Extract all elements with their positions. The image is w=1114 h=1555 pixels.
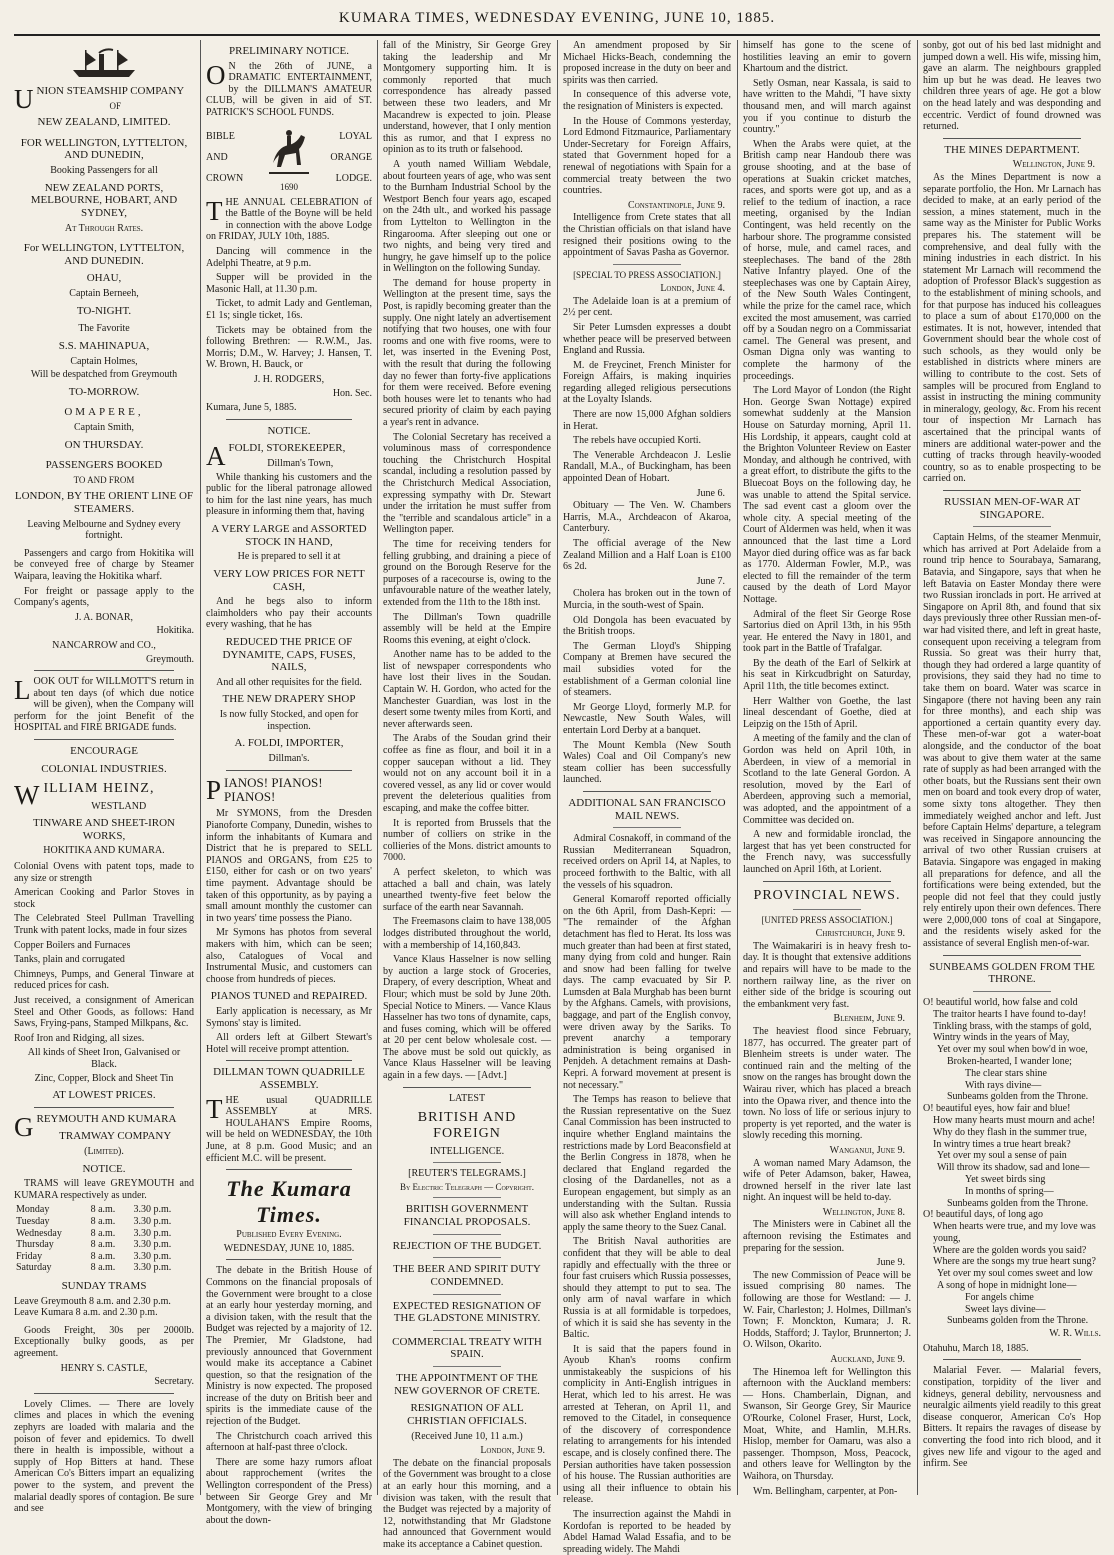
- agent-bonar: J. A. BONAR,: [74, 611, 134, 623]
- table-row: Wednesday 8 a.m. 3.30 p.m.: [16, 1227, 172, 1239]
- divider: [613, 827, 681, 828]
- divider: [433, 1197, 501, 1198]
- paragraph: The official average of the New Zealand Million and a Half Loan is £100 6s 2d.: [563, 538, 731, 573]
- tickets-obtained: Tickets may be obtained from the following Brethren: — R.W.M., Jas. Morris; D.M., W. Harvey; J. Hansen, T. W. Brown, H. Bauck, or: [206, 324, 372, 371]
- passengers-booked: PASSENGERS BOOKED: [45, 459, 163, 472]
- crest-word: LODGE.: [335, 173, 372, 185]
- paragraph: General Komaroff reported officially on the 6th April, from Dash-Kepri: — "The remainder of the Afghan detachment has fled to Herat. Its loss was much greater than had been at first stated, many dying from cold and hunger. Rain and snow had been falling for twelve days. The camp evacuated by Sir P. Lumsden at Bala Murghab has been burnt by the Afghans. Camels, with provisions, baggage, and part of the English convoy, were driven away by the Sariks. To prevent anarchy a temporary administration is being organised in Penjdeh. A detachment remains at Dash-Kepri. A forward movement at present is not necessary.": [563, 894, 731, 1091]
- editorial-3: There are some hazy rumors afloat about rapprochement (writes the Wellington correspondent of the Press) between Sir George Grey and Mr Montgomery, with the view of bringing about the down-: [206, 1456, 372, 1526]
- encourage: ENCOURAGE: [70, 745, 138, 758]
- paragraph: The Freemasons claim to have 138,005 lodges distributed throughout the world, with a membership of 14,160,843.: [383, 916, 551, 951]
- poem-line: O! beautiful world, how false and cold: [923, 996, 1078, 1008]
- willmott-notice: OOK OUT for WILLMOTT'S return in about ten days (of which due notice will be given), when the Company will perform for the joint Benefit of the HOSPITAL and FIRE BRIGADE funds.: [14, 676, 194, 734]
- paragraph: A youth named William Webdale, about fourteen years of age, who was sent to the Burnham Industrial School by the Westport Bench four years ago, escaped on the 24th ult., and worked his passage from Lyttelton to Wellington in the Ringarooma. After sleeping out one or two nights, and being very tired and hungry, he gave himself up to the police in Wellington on the following Sunday.: [383, 158, 551, 275]
- resignation: RESIGNATION OF ALL CHRISTIAN OFFICIALS.: [407, 1402, 527, 1428]
- column-3: [383, 40, 551, 1551]
- column-divider: [557, 40, 558, 1495]
- agent-nancarrow-place: Greymouth.: [145, 653, 194, 665]
- for-freight: For freight or passage apply to the Company's agents,: [14, 585, 194, 609]
- steamship-icon: [69, 46, 139, 80]
- divider: [973, 991, 1051, 992]
- poem-line: Wintry winds in the years of May,: [933, 1032, 1070, 1044]
- paragraph: The Temps has reason to believe that the Russian representative on the Suez Canal Commission has been instructed to inquire whether England maintains the restrictions made by Lord Beaconsfield at the Berlin Congress in 1878, when he declared that England regarded the closing of the Dardanelles, not as a European engagement, but simply as an understanding with the Sultan. Russia will also ask whether England intends to apply the same theory to the Suez Canal.: [563, 1094, 731, 1233]
- column-divider: [737, 40, 738, 1495]
- ship-mahinapua: S.S. MAHINAPUA,: [58, 339, 150, 352]
- paragraph: The Adelaide loan is at a premium of 2½ per cent.: [563, 295, 731, 319]
- ports: NEW ZEALAND PORTS, MELBOURNE, HOBART, AND SYDNEY,: [30, 181, 178, 219]
- table-row: Monday 8 a.m. 3.30 p.m.: [16, 1204, 172, 1216]
- orders: All orders left at Gilbert Stewart's Hotel will receive prompt attention.: [206, 1032, 372, 1055]
- divider: [34, 1393, 174, 1394]
- divider: [433, 1162, 501, 1163]
- paragraph: There are now 15,000 Afghan soldiers in Herat.: [563, 409, 731, 432]
- rejection: REJECTION OF THE BUDGET.: [392, 1239, 542, 1252]
- importer: A. FOLDI, IMPORTER,: [234, 737, 344, 750]
- masthead: KUMARA TIMES, WEDNESDAY EVENING, JUNE 10, 1885.: [338, 10, 776, 26]
- divider: [226, 1169, 352, 1170]
- union-title-2: NEW ZEALAND, LIMITED.: [37, 116, 171, 129]
- paragraph: A meeting of the family and the clan of Gordon was held on April 10th, in Aberdeen, in view of a memorial in Scotland to the late General Gordon. A resolution, moved by the Earl of Aberdeen, approving such a memorial, was adopted, and the appointment of a Committee was decided on.: [743, 733, 911, 826]
- drapery: THE NEW DRAPERY SHOP: [222, 693, 356, 706]
- pub-date: WEDNESDAY, JUNE 10, 1885.: [223, 1242, 355, 1254]
- poem-line: In months of spring—: [965, 1185, 1054, 1197]
- list-item: Just received, a consignment of American Steel and Other Goods, as follows: Hand Saws, Frying-pans, Stamped Milkpans, &c.: [14, 994, 194, 1030]
- paragraph: Intelligence from Crete states that all the Christian officials on that island have resigned their positions owing to the appointment of Savas Pasha as Governor.: [563, 212, 731, 259]
- dillmans: Dillman's.: [268, 752, 310, 764]
- photos: Mr Symons has photos from several makers with him, which can be seen; also, Catalogues of Vocal and Instrumental Music, and customers can choose from hundreds of pieces.: [206, 927, 372, 985]
- poem-line: Why do they flash in the summer true,: [933, 1126, 1087, 1138]
- govt-fin: BRITISH GOVERNMENT FINANCIAL PROPOSALS.: [403, 1203, 531, 1228]
- divider: [433, 1257, 501, 1258]
- tramway-company: TRAMWAY COMPANY: [59, 1130, 172, 1143]
- poem: [923, 997, 1101, 1327]
- poem-line: Yet sweet birds sing: [965, 1173, 1046, 1185]
- masthead-rule: [14, 34, 1100, 36]
- paragraph: The Dillman's Town quadrille assembly will be held at the Empire Rooms this evening, at eight o'clock.: [383, 611, 551, 646]
- kumara-date: Kumara, June 5, 1885.: [206, 402, 297, 414]
- for-wellington: FOR WELLINGTON, LYTTELTON, AND DUNEDIN,: [20, 136, 188, 162]
- dateline: Blenheim, June 9.: [833, 1013, 905, 1025]
- paragraph: The debate on the financial proposals of the Government was brought to a close at an early hour this morning, and a division was taken, with the result that the Budget was rejected by a majority of 12, notwithstanding that Mr Gladstone had announced that Government would make its acceptance a Cabinet question.: [383, 1457, 551, 1551]
- drapery-text: Is now fully Stocked, and open for inspection.: [219, 709, 359, 732]
- ohau-captain: Captain Berneeh,: [69, 288, 139, 300]
- paragraph: Vance Klaus Hasselner is now selling by auction a large stock of Groceries, Drapery, of every description, Wheat and Flour; which must be sold by June 20th. Special Notice to Miners. — Vance Klaus Hasselner has two tons of dynamite, caps, and fuses coming, which will be offered at 20 per cent below wholesale cost. — The above must be sold out quickly, as Vance Klaus Hasselner will be leaving again in a few days. — [Advt.]: [383, 954, 551, 1082]
- hokitika-kumara: HOKITIKA AND KUMARA.: [43, 845, 165, 857]
- table-row: Thursday 8 a.m. 3.30 p.m.: [16, 1239, 172, 1251]
- column-1: UNION STEAMSHIP COMPANY OF NEW ZEALAND, LIMITED. FOR WELLINGTON, LYTTELTON, AND DUNEDIN, Booking Passengers for all NEW ZEALAND PORTS, MELBOURNE, HOBART, AND SYDNEY, At Through Rates. For WELLINGTON, LYTTELTON, AND DUNEDIN. OHAU, Captain Berneeh, TO-NIGHT. The Favorite S.S. MAHINAPUA, Captain Holmes, Will be despatched from Greymouth TO-MORROW. OMAPERE, Captain Smith, ON THURSDAY. PASSENGERS BOOKED TO AND FROM LONDON, BY THE ORIENT LINE OF STEAMERS. Leaving Melbourne and Sydney every fortnight. Passengers and cargo from Hokitika will be conveyed free of charge by Steamer Waipara, leaving the Hokitika wharf. For freight or passage apply to the Company's agents, J. A. BONAR, Hokitika. NANCARROW and CO., Greymouth. LOOK OUT for WILLMOTT'S return in about ten days (of which due notice will be given), when the Company will perform for the joint Benefit of the HOSPITAL and FIRE BRIGADE funds. ENCOURAGE COLONIAL INDUSTRIES. WILLIAM HEINZ, WESTLAND TINWARE AND SHEET-IRON WORKS, HOKITIKA AND KUMARA. Colonial Ovens with patent tops, made to any size or strength American Cooking and Parlor Stoves in stock The Celebrated Steel Pullman Travelling Trunk with patent locks, made in four sizes Copper Boilers and Furnaces Tanks, plain and corrugated Chimneys, Pumps, and General Tinware at reduced prices for cash. Just received, a consignment of American Steel and Other Goods, as follows: Hand Saws, Frying-pans, Stamped Milkpans, &c. Roof Iron and Ridging, all sizes. All kinds of Sheet Iron, Galvanised or Black. Zinc, Copper, Block and Sheet Tin AT LOWEST PRICES. GREYMOUTH AND KUMARA TRAMWAY COMPANY (Limited). NOTICE. TRAMS will leave GREYMOUTH and KUMARA respectively as under. Monday 8 a.m. 3.30 p.m. Tuesday 8 a.m. 3.30 p.m. Wednesday 8 a.m. 3.30 p.m. Thursday 8 a.m. 3.30 p.m. Friday 8 a.m. 3.30 p.m. Saturday 8 a.m. 3.30 p.m. SUNDAY TRAMS Leave Greymouth 8 a.m. and 2.30 p.m. Leave Kumara 8 a.m. and 2.30 p.m. Goods Freight, 30s per 2000lb. Exceptionally bulky goods, as per agreement. HENRY S. CASTLE, Secretary. Lovely Climes. — There are lovely climes and places in which the evening zephyrs are loaded with malaria and the poison of fever and epidemics. To dwell there in health is impossible, without a supply of Hop Bitters at hand. These American Co's Bitters impart an equalizing power to the system, and prevent the malarial deadly spores of contagion. Be sure and see: [14, 40, 194, 1495]
- paragraph: Herr Walther von Goethe, the last lineal descendant of Goethe, died at Leipzig on the 15th of April.: [743, 695, 911, 730]
- zinc: Zinc, Copper, Block and Sheet Tin: [34, 1072, 174, 1084]
- lovely-climes: Lovely Climes. — There are lovely climes and places in which the evening zephyrs are loaded with malaria and the poison of fever and epidemics. To dwell there in health is impossible, without a supply of Hop Bitters at hand. These American Co's Bitters impart an equalizing power to the system, and prevent the malarial deadly spores of contagion. Be sure and see: [14, 1398, 194, 1515]
- reuters: [REUTER'S TELEGRAMS.]: [408, 1168, 526, 1180]
- divider: [943, 138, 1081, 139]
- tramway-limited: (Limited).: [84, 1146, 124, 1158]
- lowest-prices: AT LOWEST PRICES.: [52, 1089, 156, 1102]
- passengers-cargo: Passengers and cargo from Hokitika will be conveyed free of charge by Steamer Waipara, leaving the Hokitika wharf.: [14, 547, 194, 582]
- paragraph: As the Mines Department is now a separate portfolio, the Hon. Mr Larnach has decided to make, at an early period of the session, a mines statement, much in the same way as the Minister for Public Works prepares his. The statement will be comprehensive, and deal fully with the mining industries in each district. In his statement Mr Larnach will recommend the adoption of Professor Black's suggestion as to the establishment of mining schools, and for that purpose has induced his colleagues to place a sum of about £170,000 on the estimates. It is not, however, intended that Government should bear the whole cost of such schools, as they would only be established in districts where miners are willing to contribute to the cost. Sets of samples will be procured from England to assist in instructing the mining community in mineralogy, geology, &c. From his recent tour of inspection Mr Larnach has ascertained that the principal wants of miners are additional water-power and the cutting of tracks through heavily-wooded country, so as to enable prospecting to be carried on.: [923, 171, 1101, 485]
- horseman-icon: [267, 123, 311, 179]
- paragraph: The demand for house property in Wellington at the present time, says the Post, is rapidly becoming greater than the supply. One night lately an advertisement notifying that two houses, one with four rooms and one with five rooms, were to let, was inserted in the Evening Post, with the result that during the following day no fewer than forty-five applications for them were received. Before evening both houses were let to tenants who had secured priority of claim by each paying a year's rent in advance.: [383, 277, 551, 428]
- foldi-title: FOLDI, STOREKEEPER,: [228, 442, 346, 455]
- poem-line: Yet over my soul a sense of pain: [937, 1150, 1067, 1162]
- russian-heading: RUSSIAN MEN-OF-WAR AT SINGAPORE.: [944, 496, 1080, 521]
- published: Published Every Evening.: [236, 1229, 342, 1241]
- crest-word: CROWN: [206, 173, 244, 185]
- sunbeams-heading: SUNBEAMS GOLDEN FROM THE THRONE.: [929, 960, 1095, 986]
- paragraph: sonby, got out of his bed last midnight and jumped down a well. His wife, missing him, gave an alarm. The neighbours grappled him up but he was dead. He leaves two children three years of age. He got a blow on the head lately and was desponding and eccentric. Verdict of found drowned was returned.: [923, 40, 1101, 133]
- expected: EXPECTED RESIGNATION OF THE GLADSTONE MINISTRY.: [392, 1299, 542, 1325]
- poem-line: For angels chime: [965, 1291, 1034, 1303]
- divider: [226, 1259, 352, 1260]
- paragraph: A woman named Mary Adamson, the wife of Peter Adamson, baker, Hawea, drowned herself in the river late last night. An inquest will be held to-day.: [743, 1157, 911, 1204]
- poem-place: Otahuhu, March 18, 1885.: [923, 1342, 1029, 1354]
- san-francisco: ADDITIONAL SAN FRANCISCO MAIL NEWS.: [568, 796, 726, 822]
- divider: [583, 791, 711, 792]
- low-prices: VERY LOW PRICES FOR NETT CASH,: [213, 567, 365, 593]
- tonight: TO-NIGHT.: [76, 304, 132, 317]
- tinware: TINWARE AND SHEET-IRON WORKS,: [33, 817, 175, 842]
- paragraph: Wm. Bellingham, carpenter, at Pon-: [753, 1485, 898, 1497]
- divider: [943, 1359, 1081, 1360]
- dateline: Constantinople, June 9.: [628, 199, 725, 211]
- to-and-from: TO AND FROM: [73, 474, 135, 485]
- castle: HENRY S. CASTLE,: [60, 1362, 148, 1374]
- united-press: [UNITED PRESS ASSOCIATION.]: [761, 914, 893, 925]
- poem-line: Yet over my soul when bow'd in woe,: [937, 1044, 1088, 1056]
- paragraph: The British Naval authorities are confident that they will be able to deal rapidly and effectually with the three or four fast cruisers which Russia possesses, should they attempt to put to sea. The only arm of naval warfare in which Russia is at all formidable is torpedoes, of which it is said she has seventy in the Baltic.: [563, 1236, 731, 1341]
- foldi-text: While thanking his customers and the public for the liberal patronage allowed to him for the last nine years, has much pleasure in informing them that, having: [206, 471, 372, 518]
- poem-line: With rays divine—: [965, 1079, 1042, 1091]
- divider: [433, 1294, 501, 1295]
- divider: [433, 1234, 501, 1235]
- notice-heading: NOTICE.: [267, 424, 311, 437]
- list-item: Chimneys, Pumps, and General Tinware at reduced prices for cash.: [14, 968, 194, 992]
- paragraph: The Lord Mayor of London (the Right Hon. George Swan Nottage) expired somewhat suddenly at the Mansion House on Saturday morning, April 11. His Lordship, it appears, caught cold at the Brighton Volunteer Review on Easter Monday, and although he contrived, with a great effort, to distribute the gifts to the Bluecoat Boys on the following day, he was unable to attend the Spital service. The sad event cast a gloom over the whole city. A special meeting of the Court of Aldermen was held, when it was announced that the last time a Lord Mayor died during office was as far back as 1770. Alderman Fowler, M.P., was elected to fill the remainder of the term caused by the death of Lord Mayor Nottage.: [743, 385, 911, 605]
- dateline: London, June 4.: [660, 283, 725, 295]
- poem-line: Broken-hearted, I wander lone;: [947, 1055, 1072, 1067]
- crete: THE APPOINTMENT OF THE NEW GOVERNOR OF CRETE.: [394, 1372, 540, 1397]
- tuned: PIANOS TUNED and REPAIRED.: [210, 990, 368, 1003]
- for-wellington-2: For WELLINGTON, LYTTELTON, AND DUNEDIN.: [23, 242, 185, 267]
- ship-omapere: OMAPERE,: [64, 406, 144, 419]
- orange-crest: [206, 123, 372, 193]
- paragraph: Obituary — The Ven. W. Chambers Harris, M.A., Archdeacon of Akaroa, Canterbury.: [563, 500, 731, 535]
- poem-line: Where are the golden words you said?: [933, 1244, 1087, 1256]
- received: (Received June 10, 11 a.m.): [411, 1430, 523, 1442]
- heinz-title: ILLIAM HEINZ,: [43, 781, 155, 797]
- editorial-2: The Christchurch coach arrived this afternoon at half-past three o'clock.: [206, 1430, 372, 1454]
- dateline: Wellington, June 8.: [822, 1206, 905, 1218]
- paragraph: The Ministers were in Cabinet all the afternoon revising the Estimates and preparing for the session.: [743, 1219, 911, 1254]
- london-dateline: London, June 9.: [480, 1445, 545, 1457]
- supper: Supper will be provided in the Masonic Hall, at 11.30 p.m.: [206, 272, 372, 295]
- divider: [226, 419, 352, 420]
- tramway-notice: NOTICE.: [82, 1162, 126, 1175]
- paragraph: Mr George Lloyd, formerly M.P. for Newcastle, New South Wales, will entertain Lord Derby at a banquet.: [563, 701, 731, 736]
- poem-line: How many hearts must mourn and ache!: [933, 1114, 1096, 1126]
- dateline: Wellington, June 9.: [1012, 159, 1095, 171]
- dateline: June 6.: [696, 487, 725, 499]
- list-item: Tanks, plain and corrugated: [14, 954, 125, 966]
- table-row: Friday 8 a.m. 3.30 p.m.: [16, 1250, 172, 1262]
- goods-freight: Goods Freight, 30s per 2000lb. Exceptionally bulky goods, as per agreement.: [14, 1324, 194, 1360]
- poem-line: Yet over my soul comes sweet and low: [937, 1268, 1093, 1280]
- paragraph: Setly Osman, near Kassala, is said to have written to the Mahdi, "I have sixty thousand men, and will march against you if you continue to disturb the country.": [743, 77, 911, 136]
- malarial-fever: Malarial Fever. — Malarial fevers, constipation, torpidity of the liver and kidneys, general debility, nervousness and neuralgic ailments yield readily to this great disease conqueror, American Co's Hop Bitters. It repairs the ravages of disease by converting the food into rich blood, and it gives new life and vigour to the aged and infirm. See: [923, 1365, 1101, 1470]
- poem-line: In wintry times a true heart break?: [933, 1138, 1071, 1150]
- table-row: Saturday 8 a.m. 3.30 p.m.: [16, 1262, 172, 1274]
- poem-line: Sunbeams golden from the Throne.: [947, 1197, 1089, 1209]
- trams-leave: TRAMS will leave GREYMOUTH and KUMARA respectively as under.: [14, 1178, 194, 1201]
- editorial-1: The debate in the British House of Commons on the financial proposals of the Government were brought to a close at an early hour yesterday morning, and a division taken, with the result that the Budget was rejected by a majority of 12. The Premier, Mr Gladstone, had previously announced that Government would make its acceptance a Cabinet question, so that the resignation of the Ministry is now expected. The proposed increase of the duty on British beer and spirits is the immediate cause of the rejection of the Budget.: [206, 1265, 372, 1428]
- quadrille-heading: DILLMAN TOWN QUADRILLE ASSEMBLY.: [213, 1066, 365, 1091]
- poem-author: W. R. Wills.: [1049, 1328, 1101, 1340]
- paper-title: The Kumara Times.: [226, 1176, 352, 1227]
- on-thursday: ON THURSDAY.: [64, 438, 144, 451]
- foldi-town: Dillman's Town,: [267, 458, 334, 470]
- beer-spirit: THE BEER AND SPIRIT DUTY CONDEMNED.: [393, 1263, 541, 1288]
- list-item: Colonial Ovens with patent tops, made to any size or strength: [14, 861, 194, 884]
- poem-line: The traitor hearts I have found to-day!: [933, 1008, 1087, 1020]
- mines-heading: THE MINES DEPARTMENT.: [944, 143, 1080, 156]
- provincial-news: PROVINCIAL NEWS.: [753, 887, 901, 903]
- westland: WESTLAND: [91, 800, 147, 812]
- paragraph: Old Dongola has been evacuated by the British troops.: [563, 614, 731, 638]
- paragraph: The Hinemoa left for Wellington this afternoon with the Auckland members: — Hons. Chamberlain, Dignan, and Swanson, Sir George Grey, Sir Maurice O'Rourke, Colonel Fraser, Hurst, Lock, Moat, White, and Hamlin, M.H.Rs. Hislop, member for Oamaru, was also a passenger. Thompson, Moss, Peacock, and others leave for Wellington by the Waihora, on Thursday.: [743, 1366, 911, 1482]
- table-row: Tuesday 8 a.m. 3.30 p.m.: [16, 1216, 172, 1228]
- dateline: June 7.: [696, 575, 725, 587]
- paragraph: The new Commission of Peace will be issued comprising 80 names. The following are those for Westland: — J. W. Fair, Charleston; J. Holmes, Dillman's Town; F. Monckton, Kumara; J. R. Hodds, Stafford; J. Taylor, Brunnerton; J. O. Wilson, Okarito.: [743, 1269, 911, 1351]
- poem-line: Tinkling brass, with the stamps of gold,: [933, 1020, 1092, 1032]
- paragraph: himself has gone to the scene of hostilities leaving an emir to govern Khartoum and the district.: [743, 40, 911, 75]
- dancing: Dancing will commence in the Adelphi Theatre, at 9 p.m.: [206, 246, 372, 269]
- intelligence: INTELLIGENCE.: [429, 1145, 505, 1157]
- list-item: American Cooking and Parlor Stoves in stock: [14, 887, 194, 910]
- pianos-heading: IANOS! PIANOS! PIANOS!: [224, 774, 323, 805]
- orange-celebration: HE ANNUAL CELEBRATION of the Battle of the Boyne will be held in connection with the above Lodge on FRIDAY, JULY 10th, 1885.: [206, 196, 372, 243]
- paragraph: The heaviest flood since February, 1877, has occurred. The greater part of Blenheim streets is under water. The continued rain and the melting of the snow on the ranges has brought down the Wairau river, which has placed a breach into the Opawa river, and thence into the town. No loss of life or serious injury to property is yet reported, and the water is slowly receding this morning.: [743, 1025, 911, 1142]
- paragraph: A perfect skeleton, to which was attached a ball and chain, was lately unearthed twenty-five feet below the surface of the earth near Savannah.: [383, 866, 551, 913]
- column-5: [743, 40, 911, 1495]
- paragraph: The Mount Kembla (New South Wales) Coal and Oil Company's new steam collier has been successfully launched.: [563, 739, 731, 786]
- tram-schedule: [14, 1204, 194, 1274]
- latest: LATEST: [448, 1092, 486, 1104]
- by-electric: By Electric Telegraph — Copyright.: [399, 1181, 535, 1192]
- paragraph: Another name has to be added to the list of newspaper correspondents who have lost their lives in the Soudan. Captain W. H. Gordon, who acted for the Manchester Guardian, was lost in the desert some twenty miles from Korti, and never afterwards seen.: [383, 649, 551, 730]
- the-favorite: The Favorite: [78, 323, 130, 335]
- crest-word: BIBLE: [206, 131, 235, 143]
- poem-line: Sweet lays divine—: [965, 1303, 1046, 1315]
- crest-year: 1690: [280, 182, 298, 193]
- crest-word: LOYAL: [339, 131, 372, 143]
- dateline: Wanganui, June 9.: [829, 1144, 905, 1156]
- poem-line: A song of hope in midnight lone—: [937, 1280, 1077, 1292]
- colonial-industries: COLONIAL INDUSTRIES.: [41, 762, 167, 775]
- divider: [226, 1060, 352, 1061]
- divider: [433, 1366, 501, 1367]
- poem-line: O! beautiful days, of long ago: [923, 1209, 1043, 1221]
- column-divider: [917, 40, 918, 1495]
- paragraph: When the Arabs were quiet, at the British camp near Handoub there was grouse shooting, and at the base of operations at Suakin cricket matches, races, and sports were got up, and as a relief to the tedium of inaction, a race meeting, organised by the Indian Contingent, was held recently on the harbour shore. The programme consisted of horse, mule, and camel races, and steeplechases. The band of the 28th Native Infantry played. One of the steeplechases was one by Captain Airey, of the New South Wales Contingent, while the prize for the camel race, which excited the most amusement, was carried off by a Soudan negro on a Commissariat camel. The General was present, and Osman Digna only was wanting to complete the harmony of the proceedings.: [743, 138, 911, 382]
- quadrille-text: HE usual QUADRILLE ASSEMBLY at MRS. HOULAHAN'S Empire Rooms, will be held on WEDNESDAY, the 10th June, at 8 p.m. Good Music; and an efficient M.C. will be present.: [206, 1094, 372, 1164]
- castle-secretary: Secretary.: [154, 1376, 194, 1388]
- union-title: NION STEAMSHIP COMPANY: [36, 85, 185, 97]
- british-foreign: BRITISH AND FOREIGN: [417, 1110, 517, 1142]
- divider: [226, 770, 352, 771]
- prepared: He is prepared to sell it at: [237, 551, 341, 563]
- booking: Booking Passengers for all: [50, 165, 158, 176]
- column-2: PRELIMINARY NOTICE. O N the 26th of JUNE, a DRAMATIC ENTERTAINMENT, by the DILLMAN'S AMATEUR CLUB, will be given in aid of ST. PATRICK'S SCHOOL FUNDS. BIBLE AND CROWN 1690 LOYAL ORANGE LODGE. THE ANNUAL CELEBRATION of the Battle of the Boyne will be held in connection with the above Lodge on FRIDAY, JULY 10th, 1885. Dancing will commence in the Adelphi Theatre, at 9 p.m. Supper will be provided in the Masonic Hall, at 11.30 p.m. Ticket, to admit Lady and Gentleman, £1 1s; single ticket, 16s. Tickets may be obtained from the following Brethren: — R.W.M., Jas. Morris; D.M., W. Harvey; J. Hansen, T. W. Brown, H. Bauck, or J. H. RODGERS, Hon. Sec. Kumara, June 5, 1885. NOTICE. AFOLDI, STOREKEEPER, Dillman's Town, While thanking his customers and the public for the liberal patronage allowed to him for the last nine years, has much pleasure in informing them that, having A VERY LARGE and ASSORTED STOCK IN HAND, He is prepared to sell it at VERY LOW PRICES FOR NETT CASH, And he begs also to inform claimholders who pay their accounts every washing, that he has REDUCED THE PRICE OF DYNAMITE, CAPS, FUSES, NAILS, And all other requisites for the field. THE NEW DRAPERY SHOP Is now fully Stocked, and open for inspection. A. FOLDI, IMPORTER, Dillman's. PIANOS! PIANOS! PIANOS! Mr SYMONS, from the Dresden Pianoforte Company, Dunedin, wishes to inform the inhabitants of Kumara and District that he is prepared to SELL PIANOS and ORGANS, from £25 to £150, either for cash or on two years' time payment. Advantage should be taken of this opportunity, as by paying a small amount monthly the customer can in two years' time possess the Piano. Mr Symons has photos from several makers with him, which can be seen; also, Catalogues of Vocal and Instrumental Music, and customers can choose from hundreds of pieces. PIANOS TUNED and REPAIRED. Early application is necessary, as Mr Symons' stay is limited. All orders left at Gilbert Stewart's Hotel will receive prompt attention. DILLMAN TOWN QUADRILLE ASSEMBLY. THE usual QUADRILLE ASSEMBLY at MRS. HOULAHAN'S Empire Rooms, will be held on WEDNESDAY, the 10th June, at 8 p.m. Good Music; and an efficient M.C. will be present. The Kumara Times. Published Every Evening. WEDNESDAY, JUNE 10, 1885. The debate in the British House of Commons on the financial proposals of the Government were brought to a close at an early hour yesterday morning, and a division taken, with the result that the Budget was rejected by a majority of 12. The Premier, Mr Gladstone, had previously announced that Government would make its acceptance a Cabinet question, so that the resignation of the Ministry is now expected. The proposed increase of the duty on British beer and spirits is the immediate cause of the rejection of the Budget. The Christchurch coach arrived this afternoon at half-past three o'clock. There are some hazy rumors afloat about rapprochement (writes the Wellington correspondent of the Press) between Sir George Grey and Mr Montgomery, with the view of bringing about the down-: [206, 45, 372, 1526]
- poem-line: The clear stars shine: [965, 1067, 1047, 1079]
- leaving: Leaving Melbourne and Sydney every fortnight.: [27, 518, 181, 542]
- prelim-text: N the 26th of JUNE, a DRAMATIC ENTERTAINMENT, by the DILLMAN'S AMATEUR CLUB, will be given in aid of ST. PATRICK'S SCHOOL FUNDS.: [206, 60, 372, 119]
- through-rates: At Through Rates.: [64, 222, 144, 234]
- hon-sec: Hon. Sec.: [332, 387, 372, 399]
- paragraph: Captain Helms, of the steamer Menmuir, which has arrived at Port Adelaide from a round trip hence to Sourabaya, Samarang, Batavia, and Singapore, says that when he left Batavia on Easter Monday there were two Russian ironclads in port. He arrived at Singapore on April 8th, and found that six days previously three other Russian men-of-war had visited there, and left in great haste, consequent upon receiving a telegram from Russia. So great was their hurry that, though they had ordered a large quantity of provisions, they said they had no time to take them on board. Water was scarce in Singapore (there not having been any rain for three months), and each ship was apportioned a certain quantity every day. These men-of-war got a water-boat alongside, and the conductor of the boat was about to give them water at the same rate of supply as had been arranged with the other boats, but the Russians sent their own men on board and took every drop of water, some sixty tons altogether. They then immediately weighed anchor and left. Just before Captain Helms' departure, a telegram was received in Singapore announcing the arrival of two other Russian cruisers at Batavia. Singapore was engaged in making all preparations for defence, and all the fortifications were being extended, but the people did not feel that they could justly rely entirely upon their own defences. There were 2,000,000 tons of coal at Singapore, and the residents wisely asked for the assistance of several English men-of-war.: [923, 532, 1101, 950]
- list-item: Roof Iron and Ridging, all sizes.: [14, 1032, 145, 1044]
- tramway-title: REYMOUTH AND KUMARA: [36, 1112, 177, 1125]
- paragraph: The Colonial Secretary has received a voluminous mass of correspondence touching the Christchurch Hospital scandal, including a resolution passed by the Christchurch Medical Association, expressing sympathy with Dr. Stewart under the irritation he must suffer from the "terrible and scandalous article" in a Wellington paper.: [383, 431, 551, 536]
- rodgers: J. H. RODGERS,: [253, 373, 325, 385]
- paragraph: In consequence of this adverse vote, the resignation of Ministers is expected.: [563, 89, 731, 112]
- paragraph: Admiral of the fleet Sir George Rose Sartorius died on April 13th, in his 95th year. He entered the Navy in 1801, and took part in the Battle of Trafalgar.: [743, 608, 911, 655]
- column-divider: [377, 40, 378, 1495]
- agent-nancarrow: NANCARROW and CO.,: [52, 639, 156, 651]
- sunday-1: Leave Greymouth 8 a.m. and 2.30 p.m.: [14, 1295, 171, 1307]
- paragraph: Cholera has broken out in the town of Murcia, in the south-west of Spain.: [563, 588, 731, 611]
- list-item: Copper Boilers and Furnaces: [14, 939, 131, 951]
- begs: And he begs also to inform claimholders who pay their accounts every washing, that he has: [206, 596, 372, 631]
- omapere-captain: Captain Smith,: [74, 421, 134, 433]
- despatched: Will be despatched from Greymouth: [30, 369, 178, 381]
- paragraph: It is reported from Brussels that the number of colliers on strike in the collieries of the Mons. district amounts to 7000.: [383, 817, 551, 864]
- paragraph: Admiral Cosnakoff, in command of the Russian Mediterranean Squadron, received orders on April 14, at Naples, to proceed forthwith to the Baltic, with all the vessels of his squadron.: [563, 833, 731, 891]
- goods-list: [14, 861, 194, 1044]
- dateline: June 9.: [876, 1257, 905, 1269]
- paragraph: In the House of Commons yesterday, Lord Edmond Fitzmaurice, Parliamentary Under-Secretary for Foreign Affairs, stated that Government hoped for a renewal of negotiations with Spain for a commercial treaty between the two countries.: [563, 115, 731, 197]
- paragraph: fall of the Ministry, Sir George Grey taking the leadership and Mr Montgomery supporting him. It is commonly reported that much correspondence has already passed between these two leaders, and Mr Macandrew is expected to join. Please understand, however, that I only mention this as rumor, and that I express no opinion as to its truth or falsehood.: [383, 40, 551, 156]
- london-orient: LONDON, BY THE ORIENT LINE OF STEAMERS.: [14, 490, 194, 515]
- poem-line: Will throw its shadow, sad and lone—: [937, 1162, 1090, 1174]
- list-item: The Celebrated Steel Pullman Travelling Trunk with patent locks, made in four sizes: [14, 913, 194, 937]
- divider: [943, 955, 1081, 956]
- divider: [433, 1330, 501, 1331]
- treaty: COMMERCIAL TREATY WITH SPAIN.: [392, 1335, 542, 1361]
- agent-bonar-place: Hokitika.: [156, 625, 194, 637]
- column-4: [563, 40, 731, 1555]
- divider: [973, 526, 1051, 527]
- poem-line: O! beautiful eyes, how fair and blue!: [923, 1103, 1071, 1115]
- divider: [613, 264, 681, 265]
- paragraph: By the death of the Earl of Selkirk at his seat in Kirkcudbright on Saturday, April 11th, the title becomes extinct.: [743, 657, 911, 693]
- divider: [34, 1107, 174, 1108]
- paragraph: The insurrection against the Mahdi in Kordofan is reported to be headed by Abdel Hamad Walad Essafia, and to be spreading widely. The Mahdi: [563, 1509, 731, 1555]
- large-stock: A VERY LARGE and ASSORTED STOCK IN HAND,: [211, 522, 367, 548]
- paragraph: The Arabs of the Soudan grind their coffee as fine as flour, and boil it in a copper saucepan without a lid. They would not on any account boil it in a covered vessel, as any lid or cover would prevent the deleterious qualities from escaping, and make the coffee bitter.: [383, 733, 551, 814]
- paragraph: A new and formidable ironclad, the largest that has yet been constructed for the French navy, was successfully launched on April 16th, at Lorient.: [743, 829, 911, 875]
- column-6: [923, 40, 1101, 1495]
- ship-ohau: OHAU,: [86, 272, 122, 285]
- special-press: [SPECIAL TO PRESS ASSOCIATION.]: [573, 269, 721, 280]
- divider: [793, 909, 861, 910]
- sunday-trams: SUNDAY TRAMS: [61, 1280, 147, 1293]
- mahinapua-captain: Captain Holmes,: [70, 355, 138, 367]
- sunday-2: Leave Kumara 8 a.m. and 2.30 p.m.: [14, 1307, 158, 1319]
- paragraph: An amendment proposed by Sir Michael Hicks-Beach, condemning the proposed increase in the duty on beer and spirits was then carried.: [563, 40, 731, 86]
- paragraph: The German Lloyd's Shipping Company at Bremen have secured the mail subsidies voted for the establishment of a German colonial line of steamers.: [563, 640, 731, 699]
- tickets: Ticket, to admit Lady and Gentleman, £1 1s; single ticket, 16s.: [206, 298, 372, 321]
- poem-line: Sunbeams golden from the Throne.: [947, 1091, 1089, 1103]
- union-of: OF: [109, 100, 121, 111]
- crest-word: ORANGE: [330, 152, 372, 164]
- paragraph: Sir Peter Lumsden expresses a doubt whether peace will be preserved between England and Russia.: [563, 321, 731, 357]
- tuned-text: Early application is necessary, as Mr Symons' stay is limited.: [206, 1005, 372, 1029]
- symons: Mr SYMONS, from the Dresden Pianoforte Company, Dunedin, wishes to inform the inhabitants of Kumara and District that he is prepared to SELL PIANOS and ORGANS, from £25 to £150, either for cash or on two years' time payment. Advantage should be taken of this opportunity, as by paying a small amount monthly the customer can in two years' time possess the Piano.: [206, 808, 372, 924]
- sheet-iron: All kinds of Sheet Iron, Galvanised or Black.: [27, 1047, 181, 1070]
- prelim-heading: PRELIMINARY NOTICE.: [229, 45, 349, 57]
- paragraph: It is said that the papers found in Ayoub Khan's rooms confirm unmistakeably the suspicions of his complicity in Anti-English intrigues in Herat, which led to his arrest. He was arrested at Teheran, on April 11, and removed to the Citadel, in consequence of the discovery of correspondence relating to arrangements for his intended escape, and is closely confined there. The Persian authorities have taken possession of his house. The Russian authorities are using all their influence to obtain his release.: [563, 1343, 731, 1506]
- divider: [34, 739, 174, 740]
- crest-word: AND: [206, 152, 228, 164]
- divider: [403, 1087, 531, 1088]
- paragraph: The time for receiving tenders for felling grubbing, and draining a piece of ground on the Borough Reserve for the purposes of a racecourse is, owing to the unfavourable nature of the weather lately, extended from the 11th to the 18th inst.: [383, 538, 551, 608]
- column-divider: [200, 40, 201, 1495]
- dateline: Christchurch, June 9.: [815, 928, 905, 940]
- paragraph: The Venerable Archdeacon J. Leslie Randall, M.A., of Buckingham, has been appointed Dean of Hobart.: [563, 449, 731, 485]
- tomorrow: TO-MORROW.: [68, 385, 140, 398]
- paragraph: M. de Freycinet, French Minister for Foreign Affairs, is making inquiries regarding alleged religious persecutions at the Loyalty Islands.: [563, 359, 731, 406]
- reduced: REDUCED THE PRICE OF DYNAMITE, CAPS, FUSES, NAILS,: [222, 635, 356, 674]
- divider: [943, 490, 1081, 491]
- poem-line: Sunbeams golden from the Throne.: [947, 1315, 1089, 1327]
- dateline: Auckland, June 9.: [830, 1354, 905, 1366]
- all-other: And all other requisites for the field.: [216, 676, 362, 688]
- divider: [763, 881, 891, 882]
- poem-line: When hearts were true, and my love was young,: [933, 1221, 1096, 1244]
- divider: [34, 670, 174, 671]
- paragraph: The Waimakariri is in heavy fresh to-day. It is thought that extensive additions and repairs will have to be made to the northern railway line, as the river on either side of the bridge is scouring out the embankment very fast.: [743, 940, 911, 1010]
- paragraph: The rebels have occupied Korti.: [573, 435, 702, 447]
- poem-line: Where are the songs my true heart sung?: [933, 1256, 1096, 1268]
